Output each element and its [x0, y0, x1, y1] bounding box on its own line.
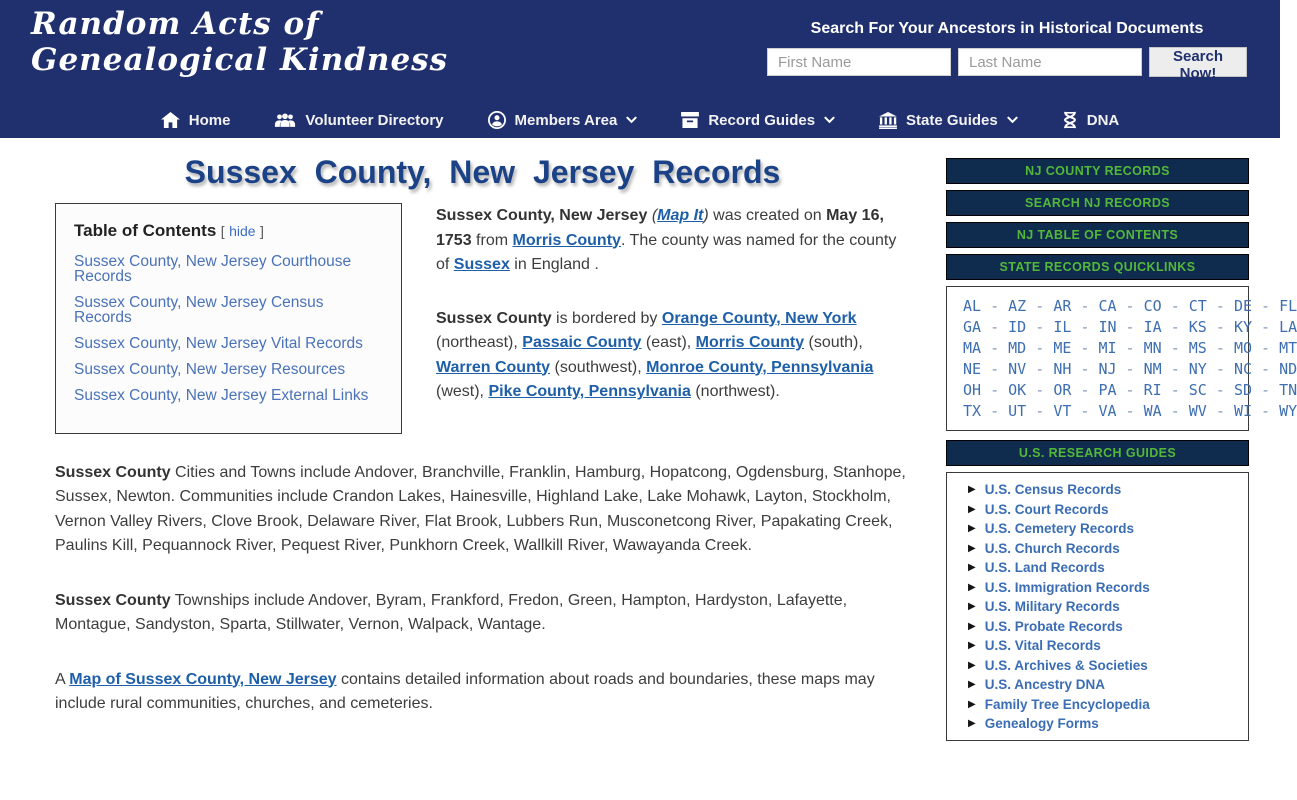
nav-item-dna[interactable]	[1062, 111, 1120, 129]
state-row	[963, 380, 1297, 401]
intro-paragraph	[436, 204, 910, 278]
triangle-bullet-icon: ▶	[968, 562, 976, 573]
state-link-ks[interactable]: KS	[1188, 318, 1207, 336]
site-logo[interactable]	[31, 6, 448, 78]
inline-link[interactable]: Morris County	[695, 334, 805, 351]
inline-link[interactable]: Map It	[657, 207, 704, 224]
main-nav	[0, 111, 1280, 129]
separator: -	[1071, 318, 1099, 336]
page-body	[0, 154, 1297, 731]
separator: -	[1071, 360, 1099, 378]
nav-item-record-guides[interactable]	[681, 111, 835, 129]
sidebar-button-state-records-quicklinks[interactable]: STATE RECORDS QUICKLINKS	[946, 254, 1249, 280]
state-link-md[interactable]: MD	[1008, 339, 1027, 357]
separator: -	[1252, 339, 1280, 357]
inline-link[interactable]: Monroe County, Pennsylvania	[646, 358, 874, 376]
nav-item-home[interactable]	[161, 111, 231, 129]
body-paragraph	[55, 589, 910, 638]
guide-link-genealogy-forms[interactable]: Genealogy Forms	[984, 716, 1099, 731]
inline-link[interactable]: Pike County, Pennsylvania	[488, 383, 691, 400]
sidebar-button-search-nj-records[interactable]: SEARCH NJ RECORDS	[946, 190, 1249, 216]
separator: -	[1071, 297, 1099, 315]
separator: -	[1252, 360, 1280, 378]
guide-link-u-s-church-records[interactable]: U.S. Church Records	[984, 540, 1120, 556]
triangle-bullet-icon: ▶	[968, 679, 976, 690]
state-row	[963, 317, 1297, 338]
state-link-nj[interactable]: NJ	[1098, 360, 1117, 378]
toc-hide-link[interactable]: hide	[229, 223, 256, 239]
separator: -	[1116, 318, 1144, 336]
state-row	[963, 401, 1297, 422]
separator: -	[1116, 297, 1144, 315]
state-link-tn[interactable]: TN	[1279, 381, 1297, 399]
triangle-bullet-icon: ▶	[968, 640, 976, 651]
sidebar-button-nj-county-records[interactable]: NJ COUNTY RECORDS	[946, 158, 1249, 184]
separator: -	[981, 339, 1009, 357]
state-link-mt[interactable]: MT	[1279, 339, 1297, 357]
intro-text	[402, 203, 910, 434]
inline-link[interactable]: Passaic County	[522, 334, 642, 351]
separator: -	[1252, 297, 1280, 315]
state-link-ne[interactable]: NE	[963, 360, 982, 378]
sidebar	[946, 158, 1297, 741]
text-segment: Sussex County	[436, 309, 552, 327]
text-segment: )	[703, 207, 709, 224]
inline-link[interactable]: Orange County, New York	[661, 309, 857, 327]
separator: -	[1026, 318, 1054, 336]
triangle-bullet-icon: ▶	[968, 601, 976, 612]
sidebar-button-u-s-research-guides[interactable]: U.S. RESEARCH GUIDES	[946, 440, 1249, 466]
inline-link[interactable]: Map of Sussex County, New Jersey	[69, 670, 337, 688]
state-link-fl[interactable]: FL	[1279, 297, 1297, 315]
triangle-bullet-icon: ▶	[968, 581, 976, 593]
state-link-wa[interactable]: WA	[1143, 402, 1162, 420]
triangle-bullet-icon: ▶	[968, 484, 976, 495]
text-segment: (west),	[436, 383, 489, 400]
text-segment: (northwest).	[690, 383, 780, 400]
separator: -	[1116, 381, 1144, 399]
text-segment: Sussex County	[55, 463, 171, 481]
separator: -	[1116, 339, 1144, 357]
guide-item	[947, 519, 1248, 539]
state-link-az[interactable]: AZ	[1008, 297, 1027, 315]
guide-item	[947, 539, 1248, 559]
text-segment: Townships include Andover, Byram, Frankford, Fredon, Green, Hampton, Hardyston, Lafayette, Montague, Sandyston, Sparta, Stillwater, Vernon, Walpack, Wantage.	[55, 591, 848, 633]
separator: -	[981, 381, 1009, 399]
state-link-nv[interactable]: NV	[1008, 360, 1027, 378]
separator: -	[1206, 381, 1234, 399]
separator: -	[1161, 339, 1189, 357]
separator: -	[1206, 402, 1234, 420]
separator: -	[1071, 381, 1099, 399]
triangle-bullet-icon: ▶	[968, 659, 976, 671]
chevron-down-icon	[1007, 116, 1018, 124]
body-text	[55, 461, 910, 717]
separator: -	[1116, 402, 1144, 420]
dna-icon	[1062, 111, 1078, 129]
nav-item-volunteer-directory[interactable]	[274, 111, 443, 129]
state-link-wi[interactable]: WI	[1233, 402, 1252, 420]
logo-line-2: Genealogical Kindness	[31, 42, 449, 78]
state-row	[963, 359, 1297, 380]
state-link-ri[interactable]: RI	[1143, 381, 1162, 399]
page-title: Sussex County, New Jersey Records	[184, 154, 781, 190]
home-icon	[161, 112, 180, 129]
intro-paragraph	[436, 307, 910, 405]
triangle-bullet-icon: ▶	[968, 503, 976, 515]
toc-link[interactable]: Sussex County, New Jersey Resources	[74, 361, 346, 378]
triangle-bullet-icon: ▶	[968, 718, 976, 729]
state-link-id[interactable]: ID	[1008, 318, 1027, 336]
first-name-input[interactable]	[767, 48, 951, 76]
nav-item-label: Home	[188, 111, 231, 129]
text-segment: is bordered by	[551, 309, 662, 327]
state-row	[963, 338, 1297, 359]
state-link-mn[interactable]: MN	[1143, 339, 1162, 357]
separator: -	[1161, 381, 1189, 399]
toc-link[interactable]: Sussex County, New Jersey External Links	[74, 387, 369, 404]
separator: -	[1026, 297, 1054, 315]
people-icon	[274, 113, 296, 128]
guide-link-family-tree-encyclopedia[interactable]: Family Tree Encyclopedia	[984, 696, 1150, 712]
research-guides-box	[946, 472, 1249, 741]
separator: -	[981, 402, 1009, 420]
triangle-bullet-icon: ▶	[968, 698, 976, 710]
state-link-pa[interactable]: PA	[1098, 381, 1117, 399]
nav-item-members-area[interactable]	[488, 111, 638, 129]
state-link-oh[interactable]: OH	[963, 381, 982, 399]
state-link-ky[interactable]: KY	[1233, 318, 1252, 336]
separator: -	[1026, 402, 1054, 420]
guide-link-u-s-immigration-records[interactable]: U.S. Immigration Records	[984, 579, 1150, 595]
nav-item-label: Volunteer Directory	[305, 111, 444, 129]
state-link-nm[interactable]: NM	[1143, 360, 1162, 378]
toc-title: Table of Contents	[74, 221, 217, 240]
separator: -	[1071, 339, 1099, 357]
separator: -	[1206, 297, 1234, 315]
ancestor-search	[767, 20, 1247, 82]
state-link-al[interactable]: AL	[963, 297, 982, 315]
state-link-nd[interactable]: ND	[1279, 360, 1297, 378]
separator: -	[1161, 318, 1189, 336]
guide-item	[947, 675, 1248, 695]
guide-item	[947, 558, 1248, 578]
separator: -	[1026, 339, 1054, 357]
toc-link[interactable]: Sussex County, New Jersey Vital Records	[74, 335, 363, 352]
nav-item-state-guides[interactable]	[879, 111, 1018, 129]
separator: -	[1161, 297, 1189, 315]
guide-link-u-s-land-records[interactable]: U.S. Land Records	[984, 560, 1105, 575]
state-link-sd[interactable]: SD	[1233, 381, 1252, 399]
text-segment: Cities and Towns include Andover, Branchville, Franklin, Hamburg, Hopatcong, Ogdensburg, Stanhope, Sussex, Newton. Communities include Crandon Lakes, Hainesville, Highland Lake, Lake Mohawk, Layton, Stockholm, Vernon Valley Rivers, Clove Brook, Delaware River, Flat Brook, Lubbers Run, Musconetcong River, Papakating Creek, Paulins Kill, Pequannock River, Pequest River, Punkhorn Creek, Wallkill River, Wawayanda Creek.	[55, 463, 906, 554]
state-link-co[interactable]: CO	[1143, 297, 1162, 315]
text-segment: was created on	[708, 207, 827, 224]
separator: -	[1252, 381, 1280, 399]
state-link-wv[interactable]: WV	[1188, 402, 1207, 420]
state-link-ma[interactable]: MA	[963, 339, 982, 357]
triangle-bullet-icon: ▶	[968, 523, 976, 534]
state-link-mi[interactable]: MI	[1098, 339, 1117, 357]
person-circle-icon	[488, 111, 506, 129]
separator: -	[1206, 339, 1234, 357]
nav-item-label: DNA	[1086, 111, 1120, 129]
separator: -	[1161, 402, 1189, 420]
guide-item	[947, 597, 1248, 617]
sidebar-button-nj-table-of-contents[interactable]: NJ TABLE OF CONTENTS	[946, 222, 1249, 248]
guide-item	[947, 656, 1248, 676]
separator: -	[1161, 360, 1189, 378]
nav-item-label: Members Area	[514, 111, 618, 129]
state-link-sc[interactable]: SC	[1188, 381, 1207, 399]
text-segment: May 16, 1753	[436, 207, 884, 249]
text-segment: (	[651, 207, 658, 224]
state-link-wy[interactable]: WY	[1279, 402, 1297, 420]
state-link-il[interactable]: IL	[1053, 318, 1072, 336]
inline-link[interactable]: Warren County	[436, 358, 551, 376]
toc-link[interactable]: Sussex County, New Jersey Census Records	[74, 294, 324, 326]
state-link-ny[interactable]: NY	[1188, 360, 1207, 378]
nav-item-label: State Guides	[906, 111, 998, 129]
separator: -	[1071, 402, 1099, 420]
separator: -	[1206, 360, 1234, 378]
separator: -	[981, 360, 1009, 378]
toc-bracket-open: [	[220, 223, 225, 239]
text-segment: contains detailed information about roads and boundaries, these maps may include rural communities, churches, and cemeteries.	[55, 670, 875, 712]
body-paragraph	[55, 461, 910, 559]
state-link-ca[interactable]: CA	[1098, 297, 1117, 315]
triangle-bullet-icon: ▶	[968, 620, 976, 632]
bank-icon	[879, 112, 897, 129]
state-link-in[interactable]: IN	[1098, 318, 1117, 336]
state-link-tx[interactable]: TX	[963, 402, 982, 420]
state-link-de[interactable]: DE	[1233, 297, 1252, 315]
state-row	[963, 296, 1297, 317]
toc-bracket-close: ]	[260, 223, 264, 239]
guide-link-u-s-military-records[interactable]: U.S. Military Records	[984, 599, 1120, 614]
nav-item-label: Record Guides	[708, 111, 816, 129]
guide-item	[947, 714, 1248, 734]
state-quicklinks-box	[946, 286, 1297, 431]
guide-link-u-s-probate-records[interactable]: U.S. Probate Records	[984, 618, 1123, 634]
text-segment: in England .	[509, 256, 599, 273]
inline-link[interactable]: Morris County	[512, 231, 621, 249]
guide-link-u-s-vital-records[interactable]: U.S. Vital Records	[984, 638, 1101, 653]
text-segment: Sussex County	[55, 591, 171, 609]
text-segment: A	[55, 670, 70, 688]
separator: -	[1026, 360, 1054, 378]
guide-item	[947, 500, 1248, 520]
text-segment: from	[471, 231, 513, 249]
search-title: Search For Your Ancestors in Historical Documents	[810, 20, 1204, 37]
guide-item	[947, 695, 1248, 715]
body-paragraph	[55, 668, 910, 717]
text-segment: (northeast),	[436, 334, 523, 351]
state-link-va[interactable]: VA	[1098, 402, 1117, 420]
separator: -	[1116, 360, 1144, 378]
guide-item	[947, 578, 1248, 598]
state-link-ar[interactable]: AR	[1053, 297, 1072, 315]
archive-icon	[681, 112, 699, 128]
separator: -	[1252, 318, 1280, 336]
guide-item	[947, 480, 1248, 500]
site-header	[0, 0, 1280, 138]
separator: -	[1026, 381, 1054, 399]
guide-item	[947, 617, 1248, 637]
state-link-ms[interactable]: MS	[1188, 339, 1207, 357]
guide-link-u-s-court-records[interactable]: U.S. Court Records	[984, 501, 1109, 517]
state-link-nc[interactable]: NC	[1233, 360, 1252, 378]
separator: -	[981, 297, 1009, 315]
guide-link-u-s-archives-societies[interactable]: U.S. Archives & Societies	[984, 657, 1148, 673]
table-of-contents	[55, 203, 402, 434]
guide-link-u-s-census-records[interactable]: U.S. Census Records	[984, 482, 1122, 497]
text-segment: (east),	[641, 334, 696, 351]
guide-link-u-s-ancestry-dna[interactable]: U.S. Ancestry DNA	[984, 677, 1105, 692]
chevron-down-icon	[824, 116, 835, 124]
state-link-ok[interactable]: OK	[1008, 381, 1027, 399]
search-now-button[interactable]: Search Now!	[1149, 47, 1247, 77]
separator: -	[1252, 402, 1280, 420]
text-segment: Sussex County, New Jersey	[436, 207, 648, 224]
logo-line-1: Random Acts of	[31, 6, 320, 42]
state-link-nh[interactable]: NH	[1053, 360, 1072, 378]
state-link-vt[interactable]: VT	[1053, 402, 1072, 420]
state-link-ga[interactable]: GA	[963, 318, 982, 336]
text-segment: . The county was named for the county of	[436, 231, 897, 273]
inline-link[interactable]: Sussex	[453, 256, 510, 273]
separator: -	[981, 318, 1009, 336]
state-link-ia[interactable]: IA	[1143, 318, 1162, 336]
chevron-down-icon	[626, 116, 637, 124]
text-segment: (south),	[804, 334, 863, 351]
state-link-ut[interactable]: UT	[1008, 402, 1027, 420]
last-name-input[interactable]	[958, 48, 1142, 76]
guide-link-u-s-cemetery-records[interactable]: U.S. Cemetery Records	[984, 521, 1135, 536]
state-link-mo[interactable]: MO	[1233, 339, 1252, 357]
triangle-bullet-icon: ▶	[968, 542, 976, 554]
state-link-la[interactable]: LA	[1279, 318, 1297, 336]
toc-link[interactable]: Sussex County, New Jersey Courthouse Records	[74, 253, 352, 285]
separator: -	[1206, 318, 1234, 336]
state-link-me[interactable]: ME	[1053, 339, 1072, 357]
state-link-ct[interactable]: CT	[1188, 297, 1207, 315]
text-segment: (southwest),	[550, 358, 647, 376]
guide-item	[947, 636, 1248, 656]
state-link-or[interactable]: OR	[1053, 381, 1072, 399]
